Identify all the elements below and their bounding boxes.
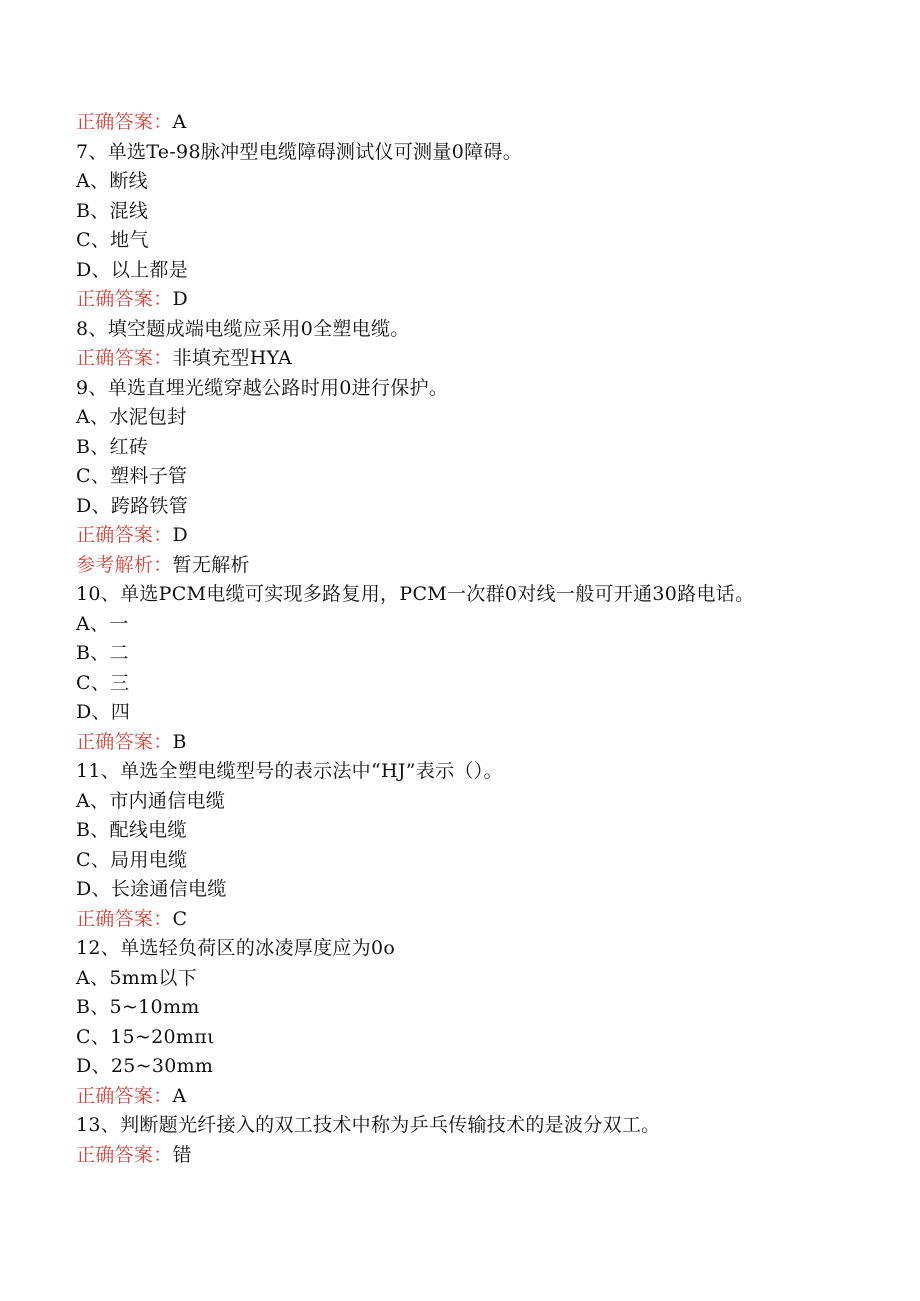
option: A、水泥包封	[76, 406, 187, 428]
answer-label: 正确答案：	[76, 111, 173, 133]
analysis-line	[76, 551, 906, 581]
answer-label: 正确答案：	[76, 1143, 173, 1166]
answer-label: 正确答案：	[76, 524, 173, 546]
answer-label: 正确答案：	[76, 907, 173, 930]
answer-line	[76, 1141, 906, 1171]
option: A、5mm以下	[76, 966, 197, 989]
answer-line	[76, 905, 906, 935]
option: B、混线	[76, 199, 149, 222]
question-stem: 8、填空题成端电缆应采用0全塑电缆。	[76, 317, 410, 340]
option: C、15~20mπι	[76, 1025, 215, 1048]
answer-value: 非填充型HYA	[172, 347, 292, 369]
document-page	[76, 108, 906, 1170]
answer-label: 正确答案：	[76, 347, 173, 369]
answer-line	[76, 521, 906, 551]
option: D、25~30mm	[76, 1055, 214, 1077]
question-stem: 12、单选轻负荷区的冰凌厚度应为0o	[76, 937, 396, 959]
question-stem: 10、单选PCM电缆可实现多路复用，PCM一次群0对线一般可开通30路电话。	[76, 583, 755, 605]
answer-value: A	[172, 111, 187, 133]
answer-value: 错	[172, 1143, 192, 1166]
option: C、局用电缆	[76, 848, 188, 871]
answer-label: 正确答案：	[76, 1084, 173, 1107]
answer-value: A	[172, 1084, 187, 1107]
answer-value: C	[172, 907, 188, 930]
option: B、红砖	[76, 435, 149, 458]
question-stem: 11、单选全塑电缆型号的表示法中“HJ”表示（）。	[76, 760, 503, 782]
analysis-value: 暂无解析	[172, 553, 250, 576]
answer-value: D	[172, 524, 189, 546]
option: B、配线电缆	[76, 819, 187, 841]
answer-line	[76, 344, 906, 374]
answer-line	[76, 108, 906, 138]
answer-label: 正确答案：	[76, 288, 173, 310]
answer-line	[76, 285, 906, 315]
option: D、跨路铁管	[76, 494, 189, 517]
answer-label: 正确答案：	[76, 730, 173, 753]
option: B、5~10mm	[76, 996, 200, 1018]
option: C、塑料子管	[76, 465, 188, 487]
answer-line	[76, 1082, 906, 1112]
answer-value: B	[172, 730, 187, 753]
option: A、市内通信电缆	[76, 789, 226, 812]
answer-line	[76, 728, 906, 758]
option: D、四	[76, 701, 131, 723]
option: D、以上都是	[76, 258, 189, 281]
answer-value: D	[172, 288, 189, 310]
option: A、断线	[76, 170, 148, 192]
question-stem: 9、单选直埋光缆穿越公路时用0进行保护。	[76, 376, 449, 399]
option: A、一	[76, 612, 129, 635]
option: C、地气	[76, 229, 149, 251]
option: B、二	[76, 642, 129, 664]
question-stem: 7、单选Te-98脉冲型电缆障碍测试仪可测量0障碍。	[76, 140, 523, 163]
analysis-label: 参考解析：	[76, 553, 173, 576]
question-stem: 13、判断题光纤接入的双工技术中称为乒乓传输技术的是波分双工。	[76, 1114, 661, 1136]
option: C、三	[76, 671, 130, 694]
option: D、长途通信电缆	[76, 878, 227, 900]
